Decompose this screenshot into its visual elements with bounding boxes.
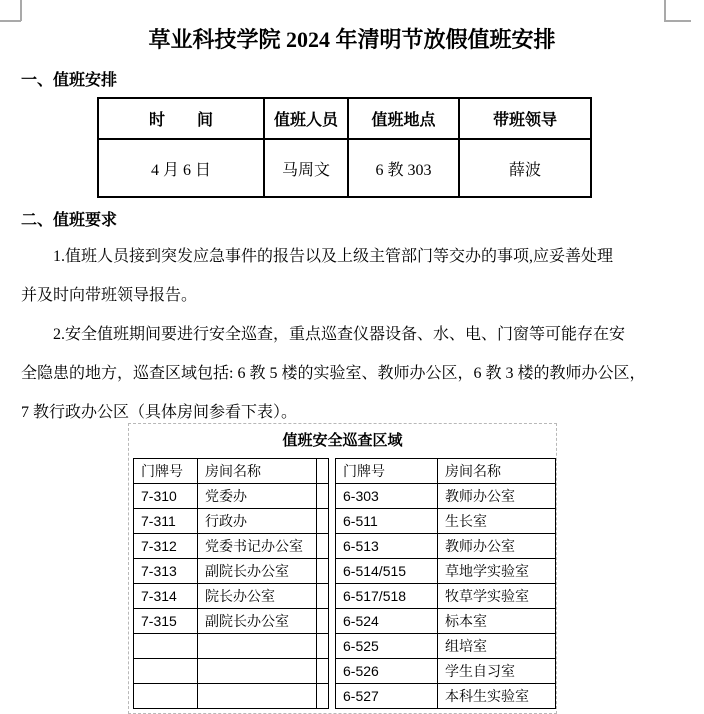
room-no: 7-311 <box>134 509 198 534</box>
room-name <box>198 634 317 659</box>
room-name: 教师办公室 <box>438 484 556 509</box>
table-row <box>134 609 329 634</box>
room-no: 7-312 <box>134 534 198 559</box>
table-row <box>336 584 556 609</box>
table-row <box>134 484 329 509</box>
page-margin-mark-top-right-vertical <box>664 0 666 21</box>
duty-cell-location: 6 教 303 <box>348 139 459 197</box>
table-row <box>336 534 556 559</box>
duty-header-person: 值班人员 <box>264 98 348 139</box>
requirement-2-line-1: 2.安全值班期间要进行安全巡查，重点巡查仪器设备、水、电、门窗等可能存在安 <box>53 326 626 343</box>
table-row <box>134 684 329 709</box>
room-no: 7-315 <box>134 609 198 634</box>
duty-table-data-row <box>98 139 591 197</box>
room-no <box>134 684 198 709</box>
room-name: 生长室 <box>438 509 556 534</box>
table-row <box>336 459 556 484</box>
patrol-right-header-room-name: 房间名称 <box>438 459 556 484</box>
spacer-cell <box>317 484 329 509</box>
room-name: 标本室 <box>438 609 556 634</box>
patrol-left-header-room-name: 房间名称 <box>198 459 317 484</box>
section-heading-duty-arrangement: 一、值班安排 <box>21 72 118 89</box>
table-row <box>336 634 556 659</box>
duty-cell-time: 4 月 6 日 <box>98 139 264 197</box>
room-name: 本科生实验室 <box>438 684 556 709</box>
room-name: 副院长办公室 <box>198 559 317 584</box>
room-no: 6-513 <box>336 534 438 559</box>
table-row <box>336 484 556 509</box>
room-no: 7-314 <box>134 584 198 609</box>
room-name: 学生自习室 <box>438 659 556 684</box>
table-row <box>336 659 556 684</box>
room-no: 6-511 <box>336 509 438 534</box>
spacer-cell <box>317 559 329 584</box>
room-no <box>134 634 198 659</box>
spacer-cell <box>317 634 329 659</box>
room-name: 党委办 <box>198 484 317 509</box>
requirements-paragraphs <box>21 237 683 432</box>
patrol-table-right <box>335 458 556 709</box>
requirement-1-line-1: 1.值班人员接到突发应急事件的报告以及上级主管部门等交办的事项,应妥善处理 <box>53 248 614 265</box>
table-row <box>336 684 556 709</box>
page-margin-mark-top-left-vertical <box>20 0 22 21</box>
room-no: 6-527 <box>336 684 438 709</box>
spacer-cell <box>317 509 329 534</box>
table-row <box>134 509 329 534</box>
room-name: 教师办公室 <box>438 534 556 559</box>
table-row <box>134 659 329 684</box>
patrol-left-header-room-no: 门牌号 <box>134 459 198 484</box>
room-no: 6-524 <box>336 609 438 634</box>
duty-cell-leader: 薛波 <box>459 139 591 197</box>
requirement-2-line-2: 全隐患的地方，巡查区域包括: 6 教 5 楼的实验室、教师办公区，6 教 3 楼的教师办公区， <box>21 365 646 382</box>
room-name: 副院长办公室 <box>198 609 317 634</box>
table-row <box>134 634 329 659</box>
table-row <box>134 459 329 484</box>
room-name <box>198 684 317 709</box>
table-row <box>134 559 329 584</box>
duty-table-header-row <box>98 98 591 139</box>
room-no <box>134 659 198 684</box>
table-row <box>336 559 556 584</box>
page-margin-mark-top-right-horizontal <box>664 20 691 22</box>
room-no: 6-526 <box>336 659 438 684</box>
section-heading-duty-requirements: 二、值班要求 <box>21 212 118 229</box>
room-no: 6-303 <box>336 484 438 509</box>
table-row <box>336 609 556 634</box>
patrol-left-header-spacer <box>317 459 329 484</box>
table-row <box>134 584 329 609</box>
room-name: 院长办公室 <box>198 584 317 609</box>
duty-header-time: 时 间 <box>98 98 264 139</box>
room-name: 草地学实验室 <box>438 559 556 584</box>
room-name: 党委书记办公室 <box>198 534 317 559</box>
duty-schedule-table <box>97 97 592 198</box>
duty-header-leader: 带班领导 <box>459 98 591 139</box>
patrol-right-header-room-no: 门牌号 <box>336 459 438 484</box>
requirement-2-line-3: 7 教行政办公区（具体房间参看下表）。 <box>21 404 298 421</box>
room-no: 6-525 <box>336 634 438 659</box>
duty-cell-person: 马周文 <box>264 139 348 197</box>
room-name: 组培室 <box>438 634 556 659</box>
requirement-1-line-2: 并及时向带班领导报告。 <box>21 287 198 304</box>
patrol-table-title: 值班安全巡查区域 <box>282 432 403 449</box>
spacer-cell <box>317 534 329 559</box>
room-name <box>198 659 317 684</box>
spacer-cell <box>317 584 329 609</box>
patrol-area-section <box>128 423 557 714</box>
spacer-cell <box>317 609 329 634</box>
table-row <box>336 509 556 534</box>
patrol-table-left <box>133 458 329 709</box>
spacer-cell <box>317 659 329 684</box>
duty-header-location: 值班地点 <box>348 98 459 139</box>
room-no: 7-310 <box>134 484 198 509</box>
room-no: 6-517/518 <box>336 584 438 609</box>
spacer-cell <box>317 684 329 709</box>
document-title: 草业科技学院 2024 年清明节放假值班安排 <box>148 27 556 52</box>
room-no: 6-514/515 <box>336 559 438 584</box>
table-row <box>134 534 329 559</box>
room-name: 行政办 <box>198 509 317 534</box>
room-name: 牧草学实验室 <box>438 584 556 609</box>
page-margin-mark-top-left-horizontal <box>0 20 21 22</box>
room-no: 7-313 <box>134 559 198 584</box>
